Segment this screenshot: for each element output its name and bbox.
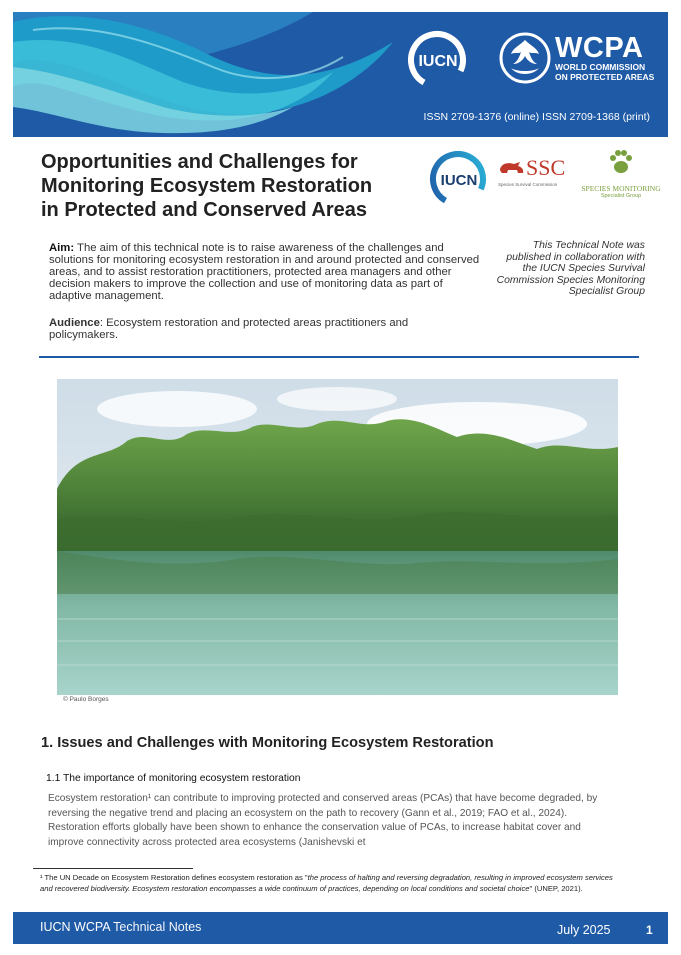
footer-series-rest: Technical Notes bbox=[109, 920, 202, 934]
footnote-tail: " (UNEP, 2021). bbox=[529, 883, 583, 893]
section-heading: 1. Issues and Challenges with Monitoring Ecosystem Restoration bbox=[41, 735, 494, 751]
svg-text:IUCN: IUCN bbox=[418, 53, 458, 70]
species-monitoring-subtitle: Specialist Group bbox=[600, 193, 642, 199]
footnote bbox=[40, 873, 620, 894]
photo-credit: © Paulo Borges bbox=[63, 696, 109, 703]
svg-text:IUCN: IUCN bbox=[440, 172, 478, 189]
wcpa-name: WCPA bbox=[555, 32, 644, 64]
title-line: Opportunities and Challenges for bbox=[41, 151, 358, 173]
footer-date: July 2025 bbox=[557, 923, 611, 937]
aim-label: Aim: bbox=[49, 242, 75, 254]
wcpa-globe-icon bbox=[499, 32, 551, 84]
footer-series-bold: IUCN WCPA bbox=[40, 920, 110, 934]
footer-series bbox=[40, 920, 201, 934]
footer-bar bbox=[13, 912, 668, 944]
audience-label: Audience bbox=[49, 317, 100, 329]
ssc-text: SSC bbox=[526, 155, 566, 180]
audience-paragraph bbox=[49, 317, 469, 341]
species-monitoring-logo bbox=[576, 147, 666, 199]
ssc-subtitle: Species Survival Commission bbox=[498, 182, 558, 187]
mangrove-photo bbox=[57, 379, 618, 695]
iucn-logo bbox=[407, 30, 467, 90]
species-monitoring-text: SPECIES MONITORING bbox=[581, 184, 661, 193]
iucn-color-logo bbox=[428, 149, 488, 209]
rhino-icon bbox=[498, 159, 526, 175]
wcpa-wordmark bbox=[555, 34, 654, 82]
collaboration-note: This Technical Note was published in collaboration with the IUCN Species Survival Commission Species Monitoring Specialist Group bbox=[496, 240, 645, 297]
footnote-lead: ¹ The UN Decade on Ecosystem Restoration defines ecosystem restoration as " bbox=[40, 873, 308, 882]
page-number: 1 bbox=[646, 923, 653, 937]
wcpa-sub-2: ON PROTECTED AREAS bbox=[555, 72, 655, 82]
title-line: Monitoring Ecosystem Restoration bbox=[41, 175, 373, 197]
subsection-heading: 1.1 The importance of monitoring ecosystem restoration bbox=[46, 773, 301, 784]
partner-logos bbox=[428, 145, 668, 213]
divider bbox=[39, 356, 639, 358]
wcpa-sub-1: WORLD COMMISSION bbox=[555, 62, 646, 72]
ssc-logo bbox=[498, 157, 565, 187]
document-title bbox=[41, 150, 421, 222]
footnote-italic: the process of halting and reversing degradation, resulting in improved ecosystem services and recovered biodiversity. Ecosystem restoration encompasses a wide continuum of practices, depending on local conditions and societal choice bbox=[40, 873, 613, 893]
aim-text: The aim of this technical note is to raise awareness of the challenges and solutions for monitoring ecosystem restoration in and around protected and conserved areas, and to assist restoration practitioners, protected area managers and other decision makers to improve the collection and use of monitoring data as part of adaptive management. bbox=[49, 242, 480, 302]
aim-paragraph bbox=[49, 242, 481, 302]
audience-text: : Ecosystem restoration and protected areas practitioners and policymakers. bbox=[49, 317, 409, 341]
title-line: in Protected and Conserved Areas bbox=[41, 199, 368, 221]
header-banner bbox=[13, 12, 668, 137]
issn-numbers: ISSN 2709-1376 (online) ISSN 2709-1368 (print) bbox=[423, 111, 650, 123]
paw-print-icon bbox=[606, 147, 636, 177]
footnote-rule bbox=[33, 868, 193, 869]
body-paragraph: Ecosystem restoration¹ can contribute to improving protected and conserved areas (PCAs) that have become degraded, by reversing the negative trend and placing an ecosystem on the path to recovery (Gann et al., 2019; FAO et al., 2024). Restoration efforts globally have been shown to enhance the conservation value of PCAs, to increase habitat cover and improve connectivity across protected area ecosystems (Janishevski et bbox=[48, 793, 598, 848]
